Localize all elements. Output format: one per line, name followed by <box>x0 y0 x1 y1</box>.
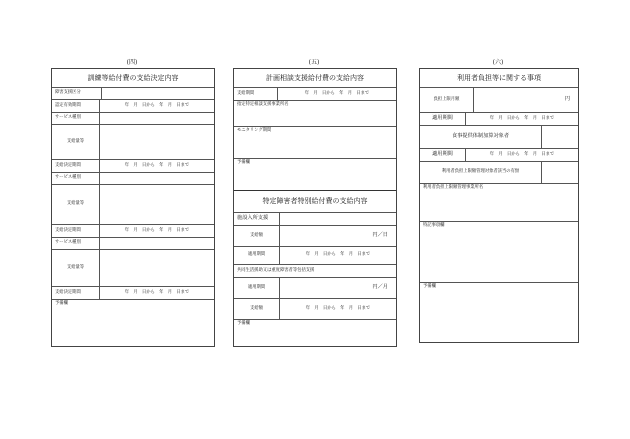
label-shokuji-taisho: 食事提供体制加算対象者 <box>451 133 510 140</box>
panel-kunren-kyufu <box>51 68 215 347</box>
label-shikyu-kikan: 支給期間 <box>237 90 255 96</box>
panel5-biko-row-1 <box>234 159 396 191</box>
label-tekiyo-kikan: 適用期間 <box>432 151 453 158</box>
unit-yen: 円 <box>564 96 570 103</box>
panel5-kyodo-row <box>234 265 396 278</box>
panel5-title: 計画相談支援給付費の支給内容 <box>266 73 364 82</box>
panel5-kikan-row <box>234 88 396 101</box>
panel5-title2: 特定障害者特別給付費の支給内容 <box>262 197 368 205</box>
label-service: サービス種別 <box>55 115 81 121</box>
label-kettei-kikan: 支給決定期間 <box>55 289 81 295</box>
date-range: 年 月 日から 年 月 日まで <box>124 289 190 295</box>
caption-6: (六) <box>492 59 504 66</box>
panel6-jogen-row <box>420 88 578 113</box>
panel4-title: 訓練等給付費の支給決定内容 <box>87 73 179 82</box>
panel4-service-row-2 <box>52 173 214 185</box>
date-range: 年 月 日から 年 月 日まで <box>124 102 190 108</box>
label-kanri-umu: 利用者負担上限額管理対象者該当の有無 <box>441 169 520 175</box>
label-kettei-kikan: 支給決定期間 <box>55 162 81 168</box>
panel4-biko-row <box>52 300 214 346</box>
panel6-shokuji-row <box>420 126 578 149</box>
panel4-kettei-row-1 <box>52 160 214 173</box>
unit-per-month: 円／月 <box>372 284 388 291</box>
label-shisetsu: 施設入所支援 <box>237 215 269 222</box>
panel4-shikyu-row-2 <box>52 185 214 225</box>
date-range: 年 月 日から 年 月 日まで <box>305 305 371 311</box>
panel4-shikyu-row-3 <box>52 250 214 287</box>
panel5-tekiyo-row-2 <box>234 278 396 299</box>
panel4-title-row <box>52 69 214 88</box>
panel4-nintei-row <box>52 100 214 113</box>
panel5-title2-row <box>234 191 396 213</box>
date-range: 年 月 日から 年 月 日まで <box>489 115 555 121</box>
panel5-title-row <box>234 69 396 88</box>
panel5-gaku-row-1 <box>234 226 396 247</box>
date-range: 年 月 日から 年 月 日まで <box>305 252 371 258</box>
label-biko: 予備欄 <box>237 160 250 165</box>
panel6-kanri-jigyosho-row <box>420 184 578 222</box>
panel5-biko-row-2 <box>234 320 396 346</box>
panel6-tokki-row <box>420 222 578 283</box>
panel6-title: 利用者負担等に関する事項 <box>457 73 541 82</box>
label-kettei-kikan: 支給決定期間 <box>55 227 81 233</box>
unit-per-day: 円／日 <box>372 232 388 239</box>
panel5-gaku-row-2 <box>234 299 396 320</box>
label-biko: 予備欄 <box>55 301 68 306</box>
date-range: 年 月 日から 年 月 日まで <box>304 90 370 96</box>
panel5-tekiyo-row-1 <box>234 247 396 265</box>
panel6-title-row <box>420 69 578 88</box>
label-futan-jogen: 負担上限月額 <box>433 96 460 102</box>
label-shikyuryo: 支給量等 <box>66 138 85 144</box>
panel6-tekiyo-row-2 <box>420 149 578 162</box>
panel5-monitoring-row <box>234 127 396 159</box>
panel4-kubun-row <box>52 88 214 100</box>
caption-5: (五) <box>308 59 320 66</box>
panel5-shisetsu-row <box>234 213 396 226</box>
panel-riyosha-futan <box>419 68 579 343</box>
label-service: サービス種別 <box>55 240 81 246</box>
panel4-service-row-1 <box>52 113 214 125</box>
label-kanri-jigyosho: 利用者負担上限額管理事業所名 <box>423 185 484 190</box>
label-monitoring: モニタリング期間 <box>237 128 272 133</box>
label-shikyuryo: 支給量等 <box>66 264 85 270</box>
label-shikyuryo: 支給量等 <box>66 201 85 207</box>
label-nintei-kikan: 認定有効期間 <box>55 102 81 108</box>
panel4-shikyu-row-1 <box>52 125 214 160</box>
panel-keikaku-sodan <box>233 68 397 347</box>
date-range: 年 月 日から 年 月 日まで <box>124 162 190 168</box>
label-tokki: 特記事項欄 <box>423 223 445 228</box>
label-service: サービス種別 <box>55 175 81 181</box>
label-tekiyo-kikan: 適用期間 <box>247 252 266 258</box>
label-shikyugaku: 支給額 <box>250 232 263 238</box>
date-range: 年 月 日から 年 月 日まで <box>489 151 555 157</box>
label-biko: 予備欄 <box>423 284 436 289</box>
label-tekiyo-kikan: 適用期間 <box>247 284 266 290</box>
label-shikyugaku: 支給額 <box>250 305 263 311</box>
panel4-service-row-3 <box>52 238 214 250</box>
label-shogai-kubun: 障害支援区分 <box>55 90 81 96</box>
panel4-kettei-row-2 <box>52 225 214 238</box>
panel5-jigyosho-row <box>234 101 396 127</box>
caption-4: (四) <box>126 59 138 66</box>
panel4-kettei-row-3 <box>52 287 214 300</box>
label-tekiyo-kikan: 適用期間 <box>432 115 453 122</box>
date-range: 年 月 日から 年 月 日まで <box>124 227 190 233</box>
label-kyodo-seikatsu: 共同生活援助又は重度障害者等包括支援 <box>237 267 315 273</box>
panel6-tekiyo-row-1 <box>420 113 578 126</box>
label-jigyosho: 指定特定相談支援事業所名 <box>237 102 289 107</box>
panel6-kanri-umu-row <box>420 162 578 184</box>
panel6-biko-row <box>420 283 578 342</box>
label-biko: 予備欄 <box>237 321 250 326</box>
